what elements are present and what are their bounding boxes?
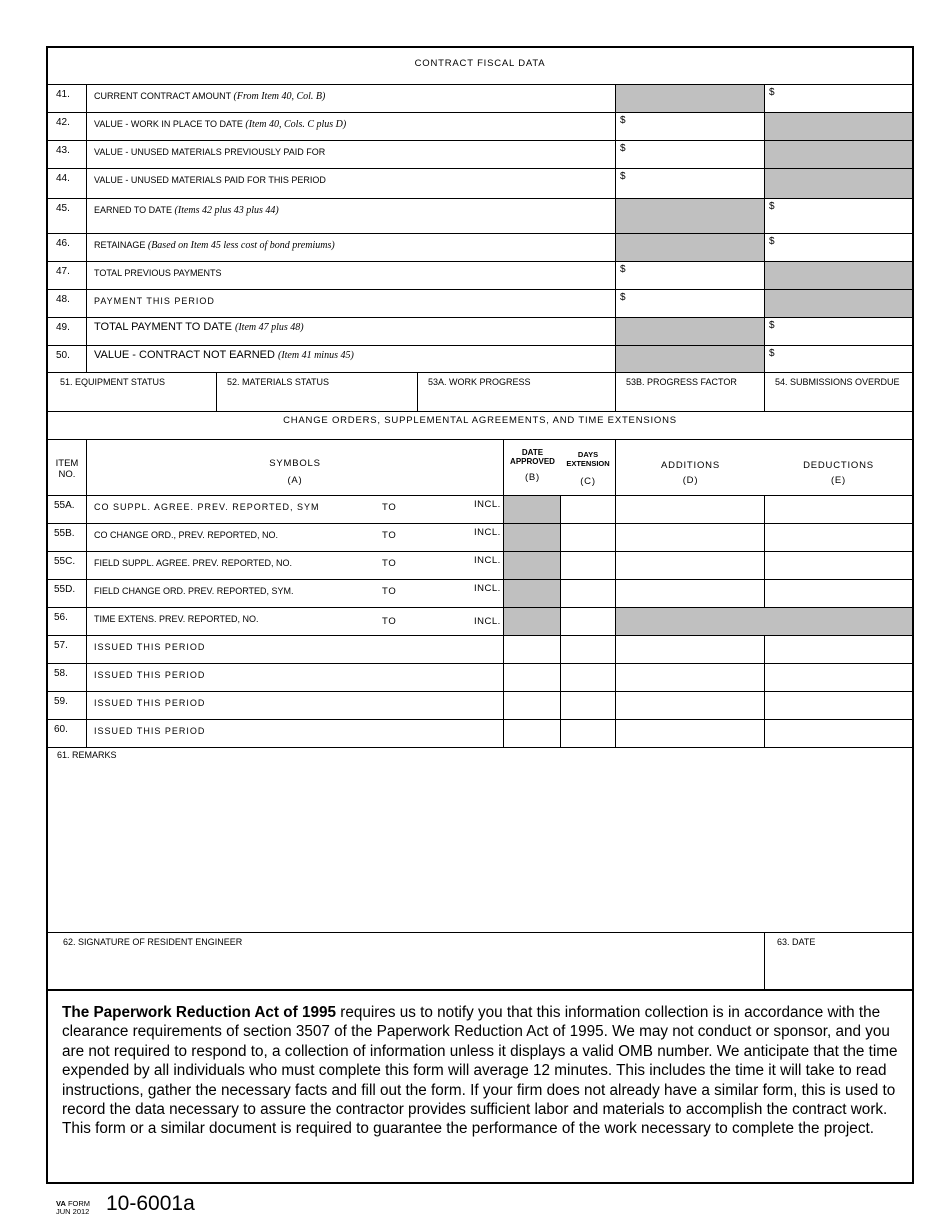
- deductions-field: [765, 608, 912, 636]
- col-symbols-header: [87, 440, 504, 496]
- dollar-sign: $: [769, 348, 775, 359]
- date-approved-field: [504, 524, 561, 552]
- incl-label: INCL.: [474, 527, 501, 538]
- incl-label: INCL.: [474, 583, 501, 594]
- col-additions-sub: (D): [682, 475, 699, 486]
- amount-field[interactable]: [765, 234, 912, 262]
- contract-fiscal-data-title: CONTRACT FISCAL DATA: [48, 48, 912, 85]
- col-deductions-sub: (E): [830, 475, 847, 486]
- to-label: TO: [382, 558, 397, 569]
- fiscal-row-label: [87, 85, 616, 113]
- col-days-header: [561, 440, 616, 496]
- amount-field[interactable]: [616, 169, 765, 199]
- label-note: (Based on Item 45 less cost of bond premiums): [147, 240, 335, 251]
- col-deductions-label: DEDUCTIONS: [803, 460, 874, 471]
- days-extension-field[interactable]: [561, 552, 616, 580]
- change-row-label[interactable]: [87, 636, 504, 664]
- label-text: ISSUED THIS PERIOD: [94, 642, 206, 652]
- label-text: VALUE - UNUSED MATERIALS PAID FOR THIS PERIOD: [94, 175, 326, 185]
- dollar-sign: $: [769, 320, 775, 331]
- label-note: (Item 47 plus 48): [235, 322, 304, 333]
- additions-field[interactable]: [616, 692, 765, 720]
- label-text: TIME EXTENS. PREV. REPORTED, NO.: [94, 614, 259, 624]
- incl-label: INCL.: [474, 616, 501, 627]
- item-number: 60.: [48, 720, 87, 748]
- footer-date: JUN 2012: [56, 1207, 90, 1216]
- label-text: TOTAL PREVIOUS PAYMENTS: [94, 268, 222, 278]
- days-extension-field[interactable]: [561, 692, 616, 720]
- amount-field[interactable]: [616, 290, 765, 318]
- deductions-field[interactable]: [765, 524, 912, 552]
- shaded-cell: [616, 318, 765, 346]
- item-number: 57.: [48, 636, 87, 664]
- amount-field[interactable]: [765, 346, 912, 373]
- additions-field[interactable]: [616, 636, 765, 664]
- additions-field: [616, 608, 765, 636]
- shaded-cell: [616, 85, 765, 113]
- col-additions-header: [616, 440, 765, 496]
- dollar-sign: $: [620, 143, 626, 154]
- footer-va: VA: [56, 1199, 66, 1208]
- additions-field[interactable]: [616, 580, 765, 608]
- item-number: 47.: [48, 262, 87, 290]
- item-number: 45.: [48, 199, 87, 234]
- dollar-sign: $: [769, 87, 775, 98]
- additions-field[interactable]: [616, 496, 765, 524]
- additions-field[interactable]: [616, 720, 765, 748]
- item-number: 55B.: [48, 524, 87, 552]
- col-date-header: [504, 440, 561, 496]
- shaded-cell: [616, 346, 765, 373]
- shaded-cell: [616, 234, 765, 262]
- change-row-label[interactable]: [87, 524, 504, 552]
- status-field[interactable]: 54. SUBMISSIONS OVERDUE: [765, 373, 912, 412]
- va-form-10-6001a: [46, 46, 914, 1184]
- item-number: 55D.: [48, 580, 87, 608]
- date-approved-field: [504, 580, 561, 608]
- amount-field[interactable]: [765, 85, 912, 113]
- label-text: FIELD CHANGE ORD. PREV. REPORTED, SYM.: [94, 586, 294, 596]
- label-note: (Item 41 minus 45): [277, 350, 354, 361]
- shaded-cell: [765, 141, 912, 169]
- change-row-label[interactable]: [87, 692, 504, 720]
- date-approved-field[interactable]: [504, 664, 561, 692]
- label-text: ISSUED THIS PERIOD: [94, 698, 206, 708]
- deductions-field[interactable]: [765, 496, 912, 524]
- days-extension-field[interactable]: [561, 720, 616, 748]
- item-number: 55A.: [48, 496, 87, 524]
- label-text: ISSUED THIS PERIOD: [94, 726, 206, 736]
- col-days-sub: (C): [580, 476, 596, 487]
- col-item-header: [48, 440, 87, 496]
- to-label: TO: [382, 530, 397, 541]
- dollar-sign: $: [620, 171, 626, 182]
- amount-field[interactable]: [616, 141, 765, 169]
- incl-label: INCL.: [474, 499, 501, 510]
- col-symbols-label: SYMBOLS: [269, 458, 321, 469]
- additions-field[interactable]: [616, 524, 765, 552]
- col-symbols-sub: (A): [287, 475, 303, 486]
- col-item-label: ITEM: [55, 458, 79, 469]
- shaded-cell: [765, 169, 912, 199]
- label-text: CURRENT CONTRACT AMOUNT: [94, 91, 232, 101]
- deductions-field[interactable]: [765, 720, 912, 748]
- label-text: VALUE - WORK IN PLACE TO DATE: [94, 119, 243, 129]
- shaded-cell: [616, 199, 765, 234]
- date-approved-field: [504, 552, 561, 580]
- status-field[interactable]: 53A. WORK PROGRESS: [418, 373, 616, 412]
- signature-label: 62. SIGNATURE OF RESIDENT ENGINEER: [63, 937, 243, 947]
- days-extension-field[interactable]: [561, 664, 616, 692]
- deductions-field[interactable]: [765, 580, 912, 608]
- change-row-label[interactable]: [87, 496, 504, 524]
- col-date-label2: APPROVED: [510, 457, 555, 466]
- paperwork-notice: [48, 991, 912, 1182]
- date-approved-field[interactable]: [504, 720, 561, 748]
- item-number: 44.: [48, 169, 87, 199]
- change-row-label[interactable]: [87, 580, 504, 608]
- change-row-label[interactable]: [87, 720, 504, 748]
- amount-field[interactable]: [616, 113, 765, 141]
- label-text: CO CHANGE ORD., PREV. REPORTED, NO.: [94, 530, 279, 540]
- shaded-cell: [765, 290, 912, 318]
- item-number: 46.: [48, 234, 87, 262]
- dollar-sign: $: [620, 264, 626, 275]
- days-extension-field[interactable]: [561, 580, 616, 608]
- change-row-label[interactable]: [87, 608, 504, 636]
- item-number: 42.: [48, 113, 87, 141]
- fiscal-row-label: [87, 318, 616, 346]
- fiscal-row-label: [87, 141, 616, 169]
- label-note: (Item 40, Cols. C plus D): [245, 119, 347, 130]
- dollar-sign: $: [620, 292, 626, 303]
- col-days-label: DAYS: [577, 450, 599, 459]
- fiscal-row-label: [87, 199, 616, 234]
- signature-field[interactable]: [48, 933, 765, 990]
- additions-field[interactable]: [616, 664, 765, 692]
- amount-field[interactable]: [765, 318, 912, 346]
- date-field[interactable]: [765, 933, 912, 990]
- label-note: (From Item 40, Col. B): [233, 91, 326, 102]
- label-text: EARNED TO DATE: [94, 205, 173, 215]
- change-row-label[interactable]: [87, 664, 504, 692]
- item-number: 56.: [48, 608, 87, 636]
- label-text: VALUE - UNUSED MATERIALS PREVIOUSLY PAID FOR: [94, 147, 326, 157]
- label-text: TOTAL PAYMENT TO DATE: [94, 321, 232, 333]
- amount-field[interactable]: [765, 199, 912, 234]
- item-number: 58.: [48, 664, 87, 692]
- fiscal-row-label: [87, 234, 616, 262]
- deductions-field[interactable]: [765, 692, 912, 720]
- days-extension-field[interactable]: [561, 524, 616, 552]
- col-deductions-header: [765, 440, 912, 496]
- status-field[interactable]: 53B. PROGRESS FACTOR: [616, 373, 765, 412]
- footer-form: FORM: [67, 1199, 91, 1208]
- fiscal-row-label: [87, 290, 616, 318]
- form-number: 10-6001a: [106, 1192, 195, 1215]
- col-date-sub: (B): [524, 472, 541, 483]
- amount-field[interactable]: [616, 262, 765, 290]
- incl-label: INCL.: [474, 555, 501, 566]
- label-text: ISSUED THIS PERIOD: [94, 670, 206, 680]
- col-item-label2: NO.: [58, 469, 76, 480]
- to-label: TO: [382, 502, 397, 513]
- date-label: 63. DATE: [777, 937, 816, 947]
- change-orders-title: CHANGE ORDERS, SUPPLEMENTAL AGREEMENTS, AND TIME EXTENSIONS: [48, 412, 912, 440]
- label-text: VALUE - CONTRACT NOT EARNED: [94, 349, 275, 361]
- remarks-field[interactable]: [48, 748, 912, 933]
- fiscal-row-label: [87, 346, 616, 373]
- label-text: FIELD SUPPL. AGREE. PREV. REPORTED, NO.: [94, 558, 293, 568]
- form-id-small: [56, 1200, 90, 1216]
- deductions-field[interactable]: [765, 664, 912, 692]
- dollar-sign: $: [769, 201, 775, 212]
- label-text: RETAINAGE: [94, 240, 146, 250]
- remarks-label: 61. REMARKS: [57, 750, 117, 760]
- dollar-sign: $: [620, 115, 626, 126]
- label-note: (Items 42 plus 43 plus 44): [174, 205, 279, 216]
- fiscal-row-label: [87, 262, 616, 290]
- change-row-label[interactable]: [87, 552, 504, 580]
- fiscal-row-label: [87, 113, 616, 141]
- col-date-label: DATE: [521, 448, 544, 457]
- fiscal-row-label: [87, 169, 616, 199]
- label-text: CO SUPPL. AGREE. PREV. REPORTED, SYM: [94, 502, 320, 512]
- col-days-label2: EXTENSION: [566, 459, 610, 468]
- status-field[interactable]: 52. MATERIALS STATUS: [217, 373, 418, 412]
- col-additions-label: ADDITIONS: [661, 460, 720, 471]
- date-approved-field[interactable]: [504, 692, 561, 720]
- paperwork-heading: The Paperwork Reduction Act of 1995: [62, 1004, 336, 1021]
- deductions-field[interactable]: [765, 636, 912, 664]
- deductions-field[interactable]: [765, 552, 912, 580]
- item-number: 43.: [48, 141, 87, 169]
- label-text: PAYMENT THIS PERIOD: [94, 296, 215, 306]
- date-approved-field[interactable]: [504, 636, 561, 664]
- additions-field[interactable]: [616, 552, 765, 580]
- date-approved-field: [504, 608, 561, 636]
- days-extension-field[interactable]: [561, 608, 616, 636]
- item-number: 55C.: [48, 552, 87, 580]
- dollar-sign: $: [769, 236, 775, 247]
- item-number: 50.: [48, 346, 87, 373]
- item-number: 49.: [48, 318, 87, 346]
- status-field[interactable]: 51. EQUIPMENT STATUS: [48, 373, 217, 412]
- paperwork-text: requires us to notify you that this information collection is in accordance with the clearance requirements of section 3507 of the Paperwork Reduction Act of 1995. We may not conduct or sponsor, and you are not required to respond to, a collection of information unless it displays a valid OMB number. We anticipate that the time expended by all individuals who must complete this form will average 12 minutes. This includes the time it will take to read instructions, gather the necessary facts and fill out the form. If your firm does not already have a similar form, this is used to record the data necessary to assure the contractor provides sufficient labor and materials to accomplish the contract work. This form or a similar document is required to guarantee the performance of the work necessary to complete the project.: [62, 1004, 898, 1138]
- shaded-cell: [765, 262, 912, 290]
- to-label: TO: [382, 616, 397, 627]
- item-number: 41.: [48, 85, 87, 113]
- item-number: 48.: [48, 290, 87, 318]
- to-label: TO: [382, 586, 397, 597]
- days-extension-field[interactable]: [561, 496, 616, 524]
- date-approved-field: [504, 496, 561, 524]
- item-number: 59.: [48, 692, 87, 720]
- days-extension-field[interactable]: [561, 636, 616, 664]
- shaded-cell: [765, 113, 912, 141]
